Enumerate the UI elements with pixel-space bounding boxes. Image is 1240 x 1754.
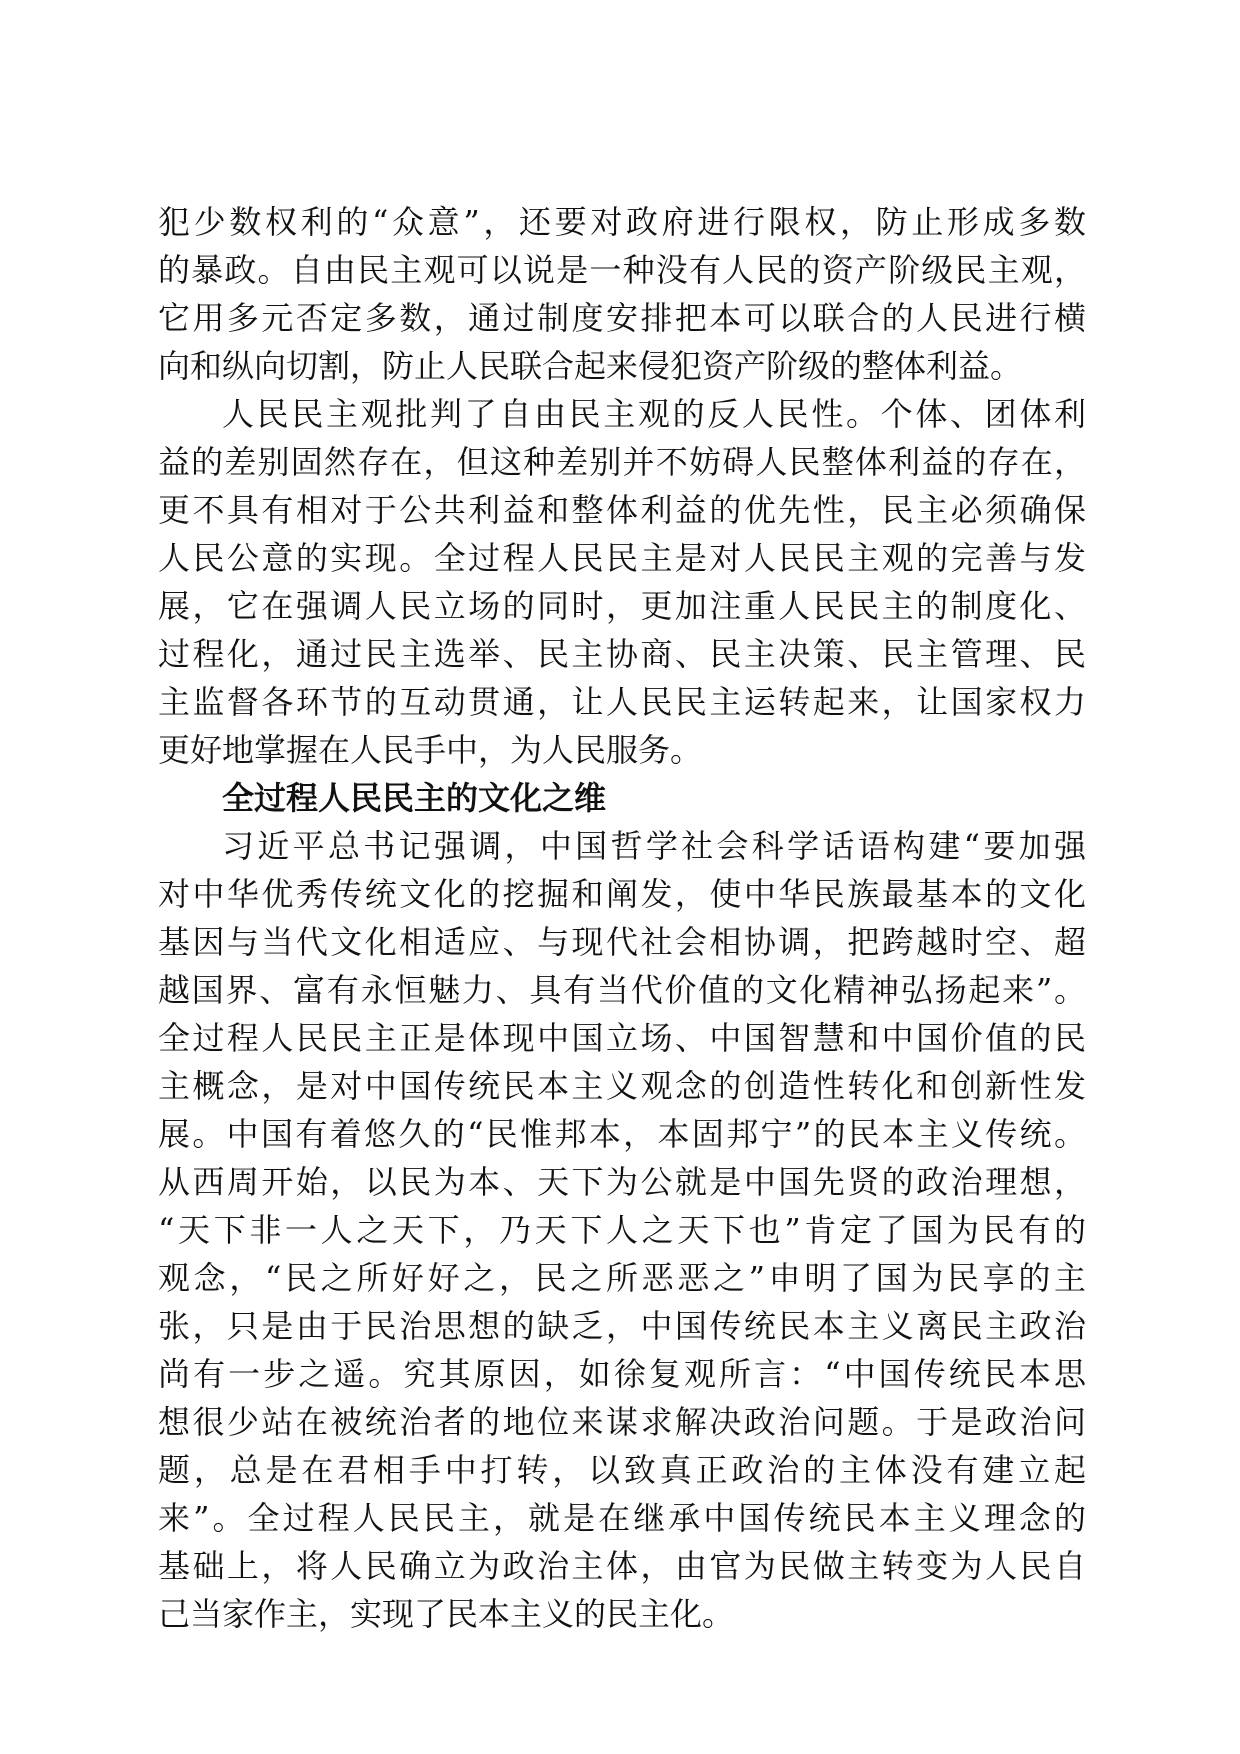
text-line: 想很少站在被统治者的地位来谋求解决政治问题。于是政治问	[158, 1403, 1086, 1441]
text-line: 展。中国有着悠久的“民惟邦本，本固邦宁”的民本主义传统。	[158, 1115, 1086, 1153]
text-line: 更好地掌握在人民手中，为人民服务。	[158, 731, 703, 769]
text-line: 的暴政。自由民主观可以说是一种没有人民的资产阶级民主观，	[158, 251, 1086, 289]
text-line: 主监督各环节的互动贯通，让人民民主运转起来，让国家权力	[158, 683, 1086, 721]
text-line: 观念，“民之所好好之，民之所恶恶之”申明了国为民享的主	[158, 1259, 1086, 1297]
text-line: 习近平总书记强调，中国哲学社会科学话语构建“要加强	[222, 827, 1086, 865]
text-line: 尚有一步之遥。究其原因，如徐复观所言：“中国传统民本思	[158, 1355, 1086, 1393]
paragraph-peoples-democracy	[158, 390, 1086, 774]
text-line: 犯少数权利的“众意”，还要对政府进行限权，防止形成多数	[158, 203, 1086, 241]
text-line: 益的差别固然存在，但这种差别并不妨碍人民整体利益的存在，	[158, 443, 1086, 481]
text-line: 己当家作主，实现了民本主义的民主化。	[158, 1595, 735, 1633]
text-line: 张，只是由于民治思想的缺乏，中国传统民本主义离民主政治	[158, 1307, 1086, 1345]
text-line: 过程化，通过民主选举、民主协商、民主决策、民主管理、民	[158, 635, 1086, 673]
text-line: 来”。全过程人民民主，就是在继承中国传统民本主义理念的	[158, 1499, 1086, 1537]
text-line: 它用多元否定多数，通过制度安排把本可以联合的人民进行横	[158, 299, 1086, 337]
text-line: 对中华优秀传统文化的挖掘和阐发，使中华民族最基本的文化	[158, 875, 1086, 913]
text-line: 人民民主观批判了自由民主观的反人民性。个体、团体利	[222, 395, 1086, 433]
text-line: 主概念，是对中国传统民本主义观念的创造性转化和创新性发	[158, 1067, 1086, 1105]
paragraph-liberal-democracy-end	[158, 198, 1086, 390]
text-line: 从西周开始，以民为本、天下为公就是中国先贤的政治理想，	[158, 1163, 1086, 1201]
text-line: 向和纵向切割，防止人民联合起来侵犯资产阶级的整体利益。	[158, 347, 1023, 385]
section-heading: 全过程人民民主的文化之维	[222, 779, 607, 817]
text-line: “天下非一人之天下，乃天下人之天下也”肯定了国为民有的	[158, 1211, 1086, 1249]
text-line: 展，它在强调人民立场的同时，更加注重人民民主的制度化、	[158, 587, 1086, 625]
text-line: 全过程人民民主正是体现中国立场、中国智慧和中国价值的民	[158, 1019, 1086, 1057]
text-line: 题，总是在君相手中打转，以致真正政治的主体没有建立起	[158, 1451, 1086, 1489]
text-line: 基因与当代文化相适应、与现代社会相协调，把跨越时空、超	[158, 923, 1086, 961]
text-line: 越国界、富有永恒魅力、具有当代价值的文化精神弘扬起来”。	[158, 971, 1086, 1009]
document-page	[158, 198, 1086, 1638]
text-line: 更不具有相对于公共利益和整体利益的优先性，民主必须确保	[158, 491, 1086, 529]
text-line: 基础上，将人民确立为政治主体，由官为民做主转变为人民自	[158, 1547, 1086, 1585]
text-line: 人民公意的实现。全过程人民民主是对人民民主观的完善与发	[158, 539, 1086, 577]
paragraph-cultural-dimension	[158, 822, 1086, 1638]
